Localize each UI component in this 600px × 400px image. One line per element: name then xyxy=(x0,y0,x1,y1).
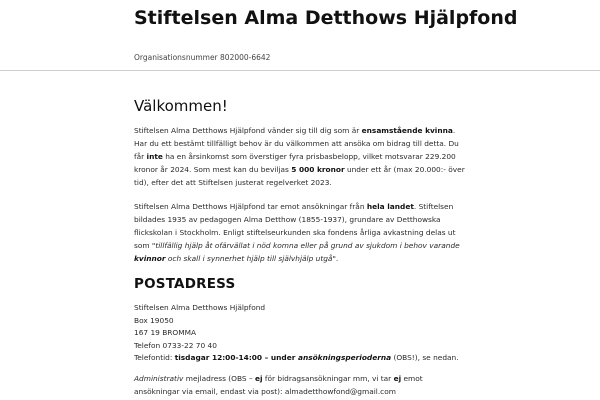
admin-email-paragraph xyxy=(134,372,469,398)
text-segment: . Har du ett bestämt tillfälligt behov är du välkommen att ansöka om bidrag till detta. Du får xyxy=(134,126,459,161)
site-title[interactable]: Stiftelsen Alma Detthows Hjälpfond xyxy=(134,7,518,29)
text-bold: inte xyxy=(146,152,163,161)
phone-hours xyxy=(134,352,469,365)
text-italic: "tillfällig hjälp åt ofärvällat i nöd komna eller på grund av sjukdom i behov varande xyxy=(151,241,460,250)
text-segment: för bidragsansökningar mm, vi tar xyxy=(262,373,394,383)
history-paragraph xyxy=(134,200,469,265)
page-title: Välkommen! xyxy=(134,97,228,115)
text-italic-bold xyxy=(134,254,166,263)
text-italic: Administrativ xyxy=(134,373,184,383)
text-segment: Stiftelsen Alma Detthows Hjälpfond tar emot ansökningar från xyxy=(134,202,367,211)
text-bold-italic xyxy=(298,353,391,362)
postal-address xyxy=(134,302,469,365)
text-bold: kvinnor xyxy=(134,254,166,263)
text-segment: ha en årsinkomst som överstiger fyra prisbasbelopp, vilket motsvarar 229.200 kronor år 2024. Som mest kan du beviljas xyxy=(134,152,456,174)
address-line: 167 19 BROMMA xyxy=(134,328,197,337)
address-line: Stiftelsen Alma Detthows Hjälpfond xyxy=(134,303,266,312)
phone-number: Telefon 0733-22 70 40 xyxy=(134,340,217,350)
text-bold: ej xyxy=(393,373,402,383)
text-segment: Telefontid: xyxy=(134,353,175,362)
text-bold: 5 000 kronor xyxy=(291,165,345,174)
site-header xyxy=(0,0,600,72)
text-segment: . xyxy=(335,254,339,263)
site-description: Organisationsnummer 802000-6642 xyxy=(134,53,271,62)
text-italic: ansökningsperioderna xyxy=(297,353,392,362)
intro-paragraph xyxy=(134,124,469,189)
text-segment: Stiftelsen Alma Detthows Hjälpfond vänder sig till dig som är xyxy=(134,126,362,135)
text-segment: . Stiftelsen bildades 1935 av pedagogen Alma Detthow (1855-1937), grundare av Detthowska flickskolan i Stockholm. Enligt stiftelseurkunden ska fondens årliga avkastning delas ut som xyxy=(134,202,456,250)
address-line: Box 19050 xyxy=(134,315,174,325)
postadress-heading: POSTADRESS xyxy=(134,276,236,292)
text-italic: och skall i synnerhet hjälp till självhjälp utgå" xyxy=(165,254,336,263)
text-segment: (OBS!), se nedan. xyxy=(391,353,459,362)
text-bold: ensamstående kvinna xyxy=(361,126,453,135)
header-divider xyxy=(0,70,600,71)
text-segment: under ett år (max 20.000:- över tid), efter det att Stiftelsen justerat regelverket 2023. xyxy=(134,165,465,187)
text-bold: hela landet xyxy=(366,202,414,211)
main-content xyxy=(134,96,469,398)
text-bold: ej xyxy=(255,373,263,383)
text-segment: mejladress (OBS – xyxy=(183,373,256,383)
text-bold: tisdagar 12:00-14:00 – under xyxy=(174,353,298,362)
text-segment: emot ansökningar via email, endast via post): almadetthowfond@gmail.com xyxy=(134,373,423,396)
